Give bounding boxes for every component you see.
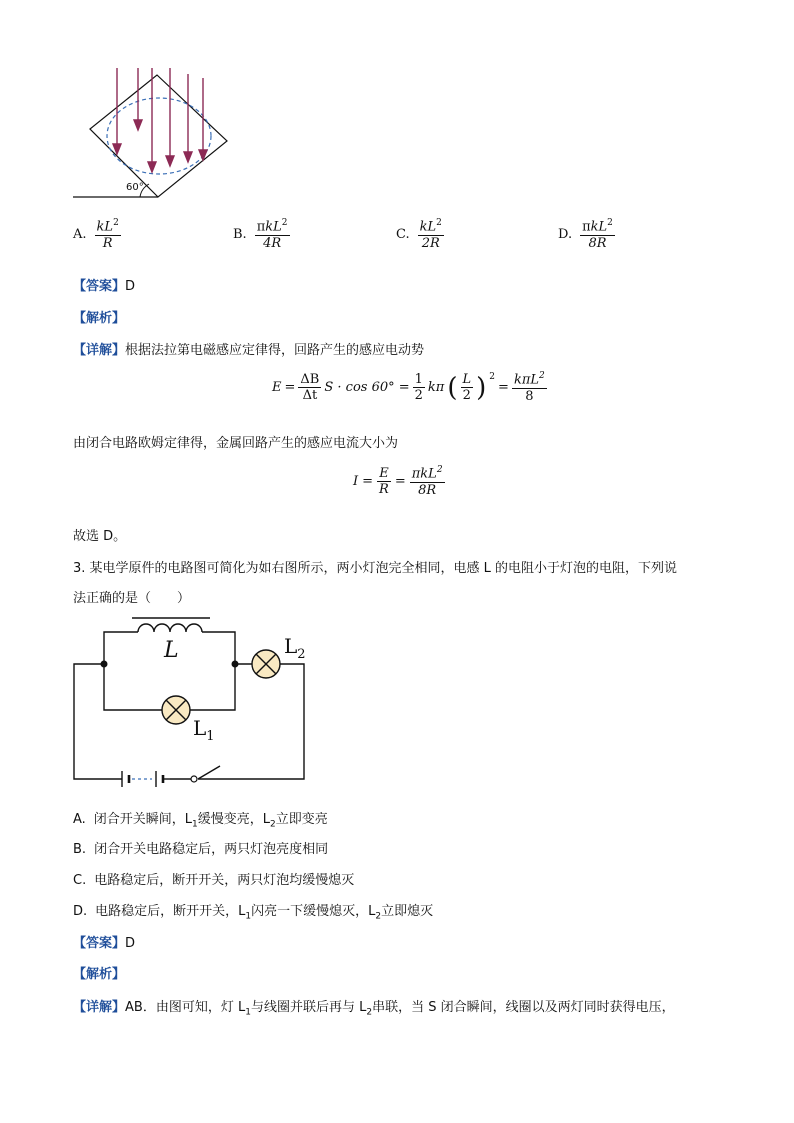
q2-option-c [396, 219, 444, 251]
wire [190, 664, 235, 710]
q2-detail-line1 [73, 339, 424, 358]
equation-emf: E = $\frac{\Delta B}{\Delta t}$ S · cos 60° = $\frac{1}{2}$ kπ ( $\frac{L}{2}$ ) $^2$ = $\frac{k\pi L^2}{8}$ [272, 371, 545, 404]
detail-tag: 【详解】 [73, 343, 126, 358]
q2-answer [73, 275, 135, 294]
junction-dot [232, 661, 239, 668]
answer-value: D [125, 936, 136, 951]
wire [104, 664, 162, 710]
circuit-diagram [70, 612, 320, 797]
answer-tag: 【答案】 [73, 936, 126, 951]
circuit-figure [70, 612, 320, 797]
wire [225, 664, 304, 779]
q3-detail: 【详解】AB．由图可知，灯 $L_1$与线圈并联后再与 $L_2$串联，当 S 闭合瞬间，线圈以及两灯同时获得电压， [73, 1000, 675, 1018]
option-fraction: $\frac{\pi kL^2}{8R}$ [582, 218, 613, 251]
q2-conclusion: 故选 D。 [73, 529, 127, 544]
battery [122, 771, 170, 787]
switch-pivot [191, 776, 197, 782]
magnetic-field-figure [70, 60, 250, 210]
inductor-label: L [164, 638, 179, 663]
answer-value: D [125, 279, 136, 294]
q2-detail-line2: 由闭合电路欧姆定律得，金属回路产生的感应电流大小为 [73, 436, 399, 451]
wire [104, 632, 138, 664]
q2-option-d [558, 219, 615, 251]
detail-text: 根据法拉第电磁感应定律得，回路产生的感应电动势 [125, 343, 425, 358]
magnetic-field-lines [113, 68, 207, 172]
q2-option-a [73, 219, 121, 251]
lamp-l2-label: $L_2$ [284, 634, 306, 662]
q3-option-c: C. 电路稳定后，断开开关，两只灯泡均缓慢熄灭 [73, 873, 355, 888]
lamp-l1-label: $L_1$ [193, 716, 215, 744]
q2-option-b [233, 219, 290, 251]
inductor-coil [138, 624, 202, 632]
q3-option-a: A. 闭合开关瞬间，$L_1$缓慢变亮，$L_2$立即变亮 [73, 812, 328, 830]
q3-stem-line1: 3. 某电学原件的电路图可简化为如右图所示，两小灯泡完全相同，电感 L 的电阻小于灯泡的电阻，下列说 [73, 561, 678, 576]
junction-dot [101, 661, 108, 668]
lamp-l1-symbol [162, 696, 190, 724]
option-letter: D. [558, 227, 573, 243]
q3-option-d: D. 电路稳定后，断开开关，$L_1$闪亮一下缓慢熄灭，$L_2$立即熄灭 [73, 904, 434, 922]
option-letter: C. [396, 227, 410, 243]
q3-option-b: B. 闭合开关电路稳定后，两只灯泡亮度相同 [73, 842, 329, 857]
angle-label: 60° [126, 182, 144, 193]
option-fraction: $\frac{kL^2}{2R}$ [419, 218, 442, 251]
answer-tag: 【答案】 [73, 279, 126, 294]
option-letter: A. [73, 227, 87, 243]
option-fraction: $\frac{kL^2}{R}$ [96, 218, 119, 251]
q3-answer [73, 932, 135, 951]
option-letter: B. [233, 227, 247, 243]
detail-tag: 【详解】 [73, 1000, 126, 1015]
wire [202, 632, 235, 664]
q3-analysis [73, 963, 125, 982]
lamp-l2-symbol [252, 650, 280, 678]
q3-stem-line2: 法正确的是（ ） [73, 591, 191, 606]
q2-analysis [73, 307, 125, 326]
switch-blade [198, 766, 220, 779]
inscribed-circle [107, 98, 211, 174]
analysis-tag: 【解析】 [73, 311, 126, 326]
option-fraction: $\frac{\pi kL^2}{4R}$ [256, 218, 288, 251]
magnetic-field-diagram [70, 60, 250, 210]
analysis-tag: 【解析】 [73, 967, 126, 982]
metal-loop-square [90, 75, 227, 197]
wire [74, 664, 122, 779]
equation-current: I = $\frac{E}{R}$ = $\frac{\pi kL^2}{8R}$ [353, 465, 443, 498]
